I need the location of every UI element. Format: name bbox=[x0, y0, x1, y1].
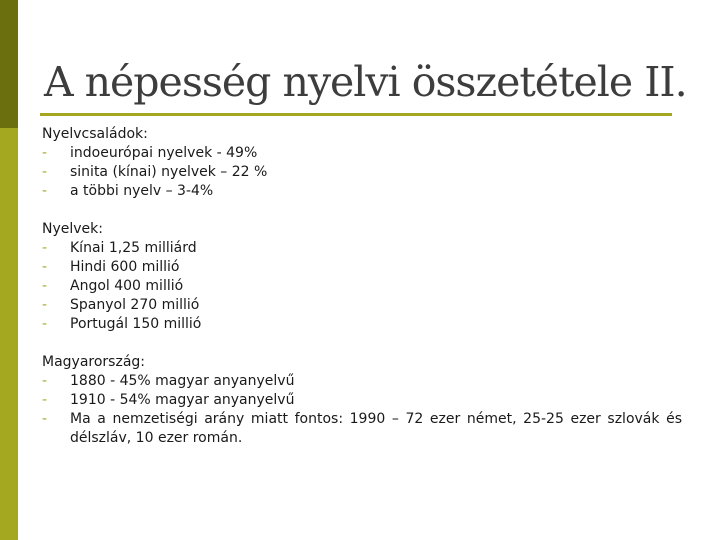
bullet-list bbox=[42, 239, 682, 334]
dash-bullet: - bbox=[42, 392, 48, 408]
section-heading: Nyelvek: bbox=[42, 221, 103, 237]
section-language-families bbox=[42, 125, 682, 201]
list-item-text: indoeurópai nyelvek - 49% bbox=[70, 145, 258, 161]
dash-bullet: - bbox=[42, 373, 48, 389]
list-item bbox=[42, 163, 682, 182]
list-item bbox=[42, 372, 682, 391]
list-item-text: 1910 - 54% magyar anyanyelvű bbox=[70, 392, 295, 408]
list-item bbox=[42, 315, 682, 334]
list-item-text: Spanyol 270 millió bbox=[70, 297, 200, 313]
list-item bbox=[42, 182, 682, 201]
dash-bullet: - bbox=[42, 259, 48, 275]
dash-bullet: - bbox=[42, 240, 48, 256]
list-item bbox=[42, 258, 682, 277]
accent-bar-bottom bbox=[0, 128, 18, 540]
title-underline bbox=[40, 113, 672, 116]
list-item-text: 1880 - 45% magyar anyanyelvű bbox=[70, 373, 295, 389]
section-heading: Magyarország: bbox=[42, 354, 146, 370]
section-languages bbox=[42, 220, 682, 334]
list-item bbox=[42, 144, 682, 163]
list-item bbox=[42, 277, 682, 296]
accent-bar-top bbox=[0, 0, 18, 128]
list-item-text: Hindi 600 millió bbox=[70, 259, 180, 275]
list-item bbox=[42, 391, 682, 410]
list-item bbox=[42, 239, 682, 258]
dash-bullet: - bbox=[42, 145, 48, 161]
dash-bullet: - bbox=[42, 164, 48, 180]
slide-title: A népesség nyelvi összetétele II. bbox=[44, 58, 687, 106]
dash-bullet: - bbox=[42, 411, 48, 427]
list-item-text: Portugál 150 millió bbox=[70, 316, 202, 332]
slide-body bbox=[42, 125, 682, 467]
list-item-text: Kínai 1,25 milliárd bbox=[70, 240, 197, 256]
dash-bullet: - bbox=[42, 316, 48, 332]
list-item-text: Angol 400 millió bbox=[70, 278, 184, 294]
dash-bullet: - bbox=[42, 183, 48, 199]
dash-bullet: - bbox=[42, 278, 48, 294]
section-heading: Nyelvcsaládok: bbox=[42, 126, 148, 142]
list-item-text: sinita (kínai) nyelvek – 22 % bbox=[70, 164, 268, 180]
list-item bbox=[42, 296, 682, 315]
section-hungary bbox=[42, 353, 682, 448]
bullet-list bbox=[42, 372, 682, 448]
bullet-list bbox=[42, 144, 682, 201]
list-item bbox=[42, 410, 682, 448]
list-item-text: Ma a nemzetiségi arány miatt fontos: 1990 – 72 ezer német, 25-25 ezer szlovák és délszláv, 10 ezer román. bbox=[70, 411, 682, 446]
list-item-text: a többi nyelv – 3-4% bbox=[70, 183, 214, 199]
dash-bullet: - bbox=[42, 297, 48, 313]
